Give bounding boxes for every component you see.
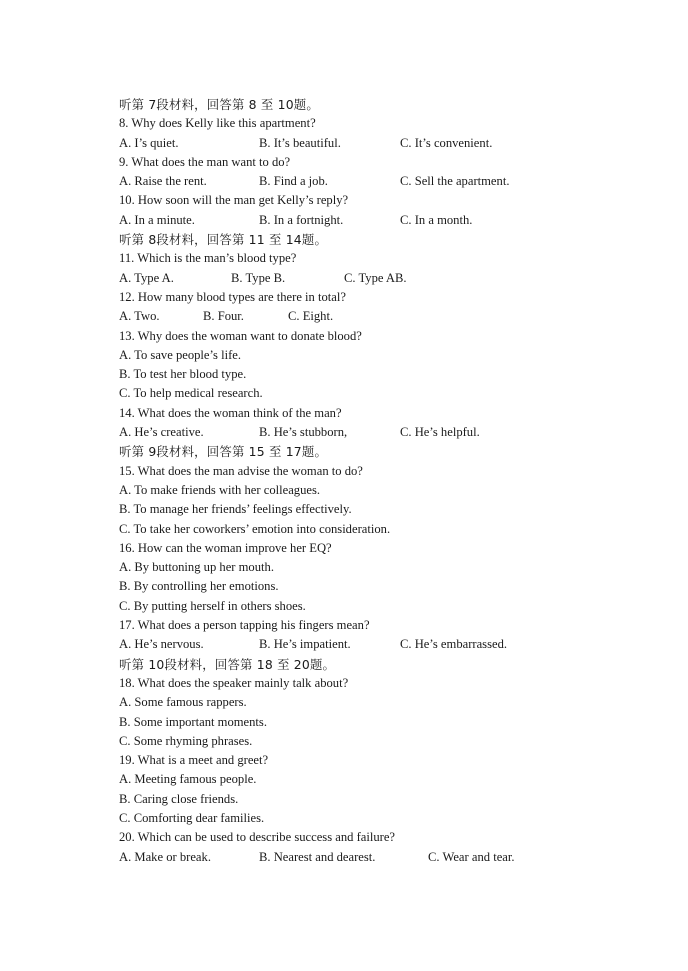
question-text: 8. Why does Kelly like this apartment? bbox=[119, 116, 316, 131]
option-c: C. Type AB. bbox=[344, 270, 407, 285]
option-c: C. To take her coworkers’ emotion into consideration. bbox=[119, 521, 391, 536]
option-a: A. Some famous rappers. bbox=[119, 695, 247, 710]
option-b: B. He’s stubborn, bbox=[259, 425, 348, 440]
option-b: B. Some important moments. bbox=[119, 714, 267, 729]
option-row bbox=[119, 134, 659, 153]
option-b: B. To manage her friends’ feelings effectively. bbox=[119, 502, 352, 517]
option-row bbox=[119, 211, 659, 230]
option-c: C. Eight. bbox=[288, 309, 334, 324]
option-b: B. Nearest and dearest. bbox=[259, 849, 376, 864]
option-a: A. Two. bbox=[119, 309, 160, 324]
question-text: 15. What does the man advise the woman to do? bbox=[119, 463, 363, 478]
option-row bbox=[119, 635, 659, 654]
exam-page bbox=[119, 95, 659, 867]
option-a: A. Meeting famous people. bbox=[119, 772, 257, 787]
option-a: A. Make or break. bbox=[119, 849, 211, 864]
option-a: A. To make friends with her colleagues. bbox=[119, 482, 321, 497]
option-b: B. To test her blood type. bbox=[119, 367, 247, 382]
section-header: 听第 8段材料，回答第 11 至 14题。 bbox=[119, 232, 328, 248]
option-b: B. By controlling her emotions. bbox=[119, 579, 279, 594]
option-row bbox=[119, 172, 659, 191]
option-a: A. He’s creative. bbox=[119, 425, 204, 440]
option-a: A. He’s nervous. bbox=[119, 637, 204, 652]
option-a: A. In a minute. bbox=[119, 212, 195, 227]
section-header: 听第 7段材料，回答第 8 至 10题。 bbox=[119, 97, 319, 112]
option-a: A. To save people’s life. bbox=[119, 347, 241, 362]
option-row bbox=[119, 307, 659, 326]
option-row bbox=[119, 269, 659, 288]
option-c: C. In a month. bbox=[400, 212, 473, 227]
option-c: C. Comforting dear families. bbox=[119, 810, 265, 825]
option-c: C. To help medical research. bbox=[119, 386, 263, 401]
option-a: A. I’s quiet. bbox=[119, 135, 179, 150]
option-b: B. Four. bbox=[203, 309, 244, 324]
option-b: B. Find a job. bbox=[259, 174, 328, 189]
option-b: B. It’s beautiful. bbox=[259, 135, 341, 150]
option-b: B. Type B. bbox=[231, 270, 286, 285]
option-c: C. He’s embarrassed. bbox=[400, 637, 508, 652]
section-header: 听第 9段材料，回答第 15 至 17题。 bbox=[119, 444, 328, 460]
question-text: 19. What is a meet and greet? bbox=[119, 753, 269, 768]
option-c: C. Some rhyming phrases. bbox=[119, 733, 253, 748]
question-text: 10. How soon will the man get Kelly’s reply? bbox=[119, 193, 349, 208]
option-b: B. In a fortnight. bbox=[259, 212, 344, 227]
option-row bbox=[119, 848, 659, 867]
section-header: 听第 10段材料，回答第 18 至 20题。 bbox=[119, 656, 336, 672]
option-b: B. He’s impatient. bbox=[259, 637, 351, 652]
option-c: C. Sell the apartment. bbox=[400, 174, 510, 189]
option-a: A. Raise the rent. bbox=[119, 174, 207, 189]
question-text: 9. What does the man want to do? bbox=[119, 154, 291, 169]
question-text: 16. How can the woman improve her EQ? bbox=[119, 540, 332, 555]
option-c: C. It’s convenient. bbox=[400, 135, 493, 150]
question-text: 12. How many blood types are there in total? bbox=[119, 289, 346, 304]
question-text: 18. What does the speaker mainly talk about? bbox=[119, 675, 349, 690]
option-c: C. Wear and tear. bbox=[428, 849, 515, 864]
question-text: 17. What does a person tapping his fingers mean? bbox=[119, 618, 370, 633]
option-row bbox=[119, 423, 659, 442]
option-b: B. Caring close friends. bbox=[119, 791, 239, 806]
question-text: 11. Which is the man’s blood type? bbox=[119, 251, 297, 266]
question-text: 20. Which can be used to describe success and failure? bbox=[119, 830, 396, 845]
option-a: A. Type A. bbox=[119, 270, 174, 285]
option-c: C. He’s helpful. bbox=[400, 425, 480, 440]
option-a: A. By buttoning up her mouth. bbox=[119, 560, 274, 575]
question-text: 13. Why does the woman want to donate blood? bbox=[119, 328, 362, 343]
question-text: 14. What does the woman think of the man? bbox=[119, 405, 342, 420]
option-c: C. By putting herself in others shoes. bbox=[119, 598, 306, 613]
